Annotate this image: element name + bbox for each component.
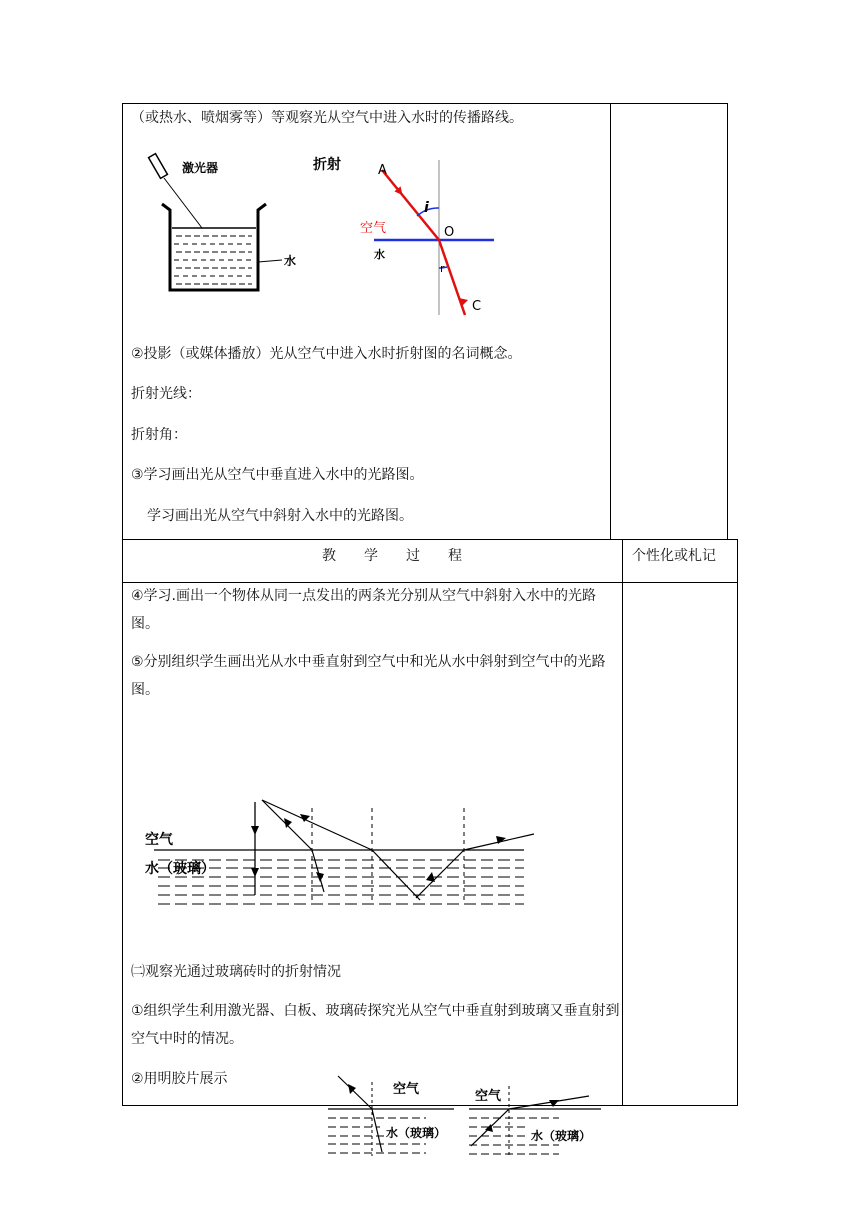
sub-2-1: ①组织学生利用激光器、白板、玻璃砖探究光从空气中垂直射到玻璃又垂直射到空气中时的情况。 [131, 1003, 620, 1047]
item-5: ⑤分别组织学生画出光从水中垂直射到空气中和光从水中斜射到空气中的光路图。 [131, 654, 606, 698]
water-label: 水 [284, 254, 297, 268]
label-c: C [472, 299, 482, 314]
label-air: 空气 [360, 221, 387, 236]
intro-line: （或热水、喷烟雾等）等观察光从空气中进入水时的传播路线。 [131, 110, 523, 126]
label-a: A [378, 163, 387, 178]
item-2: ②投影（或媒体播放）光从空气中进入水时折射图的名词概念。 [131, 346, 522, 362]
sub-2-2: ②用明胶片展示 [131, 1071, 228, 1087]
water-label: 水（玻璃） [145, 861, 215, 877]
air-water-rays-figure [140, 790, 540, 915]
notes-header: 个性化或札记 [632, 548, 716, 564]
svg-text:水（玻璃）: 水（玻璃） [386, 1126, 447, 1140]
svg-text:空气: 空气 [393, 1082, 420, 1097]
label-o: O [444, 225, 455, 240]
label-water: 水 [374, 248, 385, 261]
process-header: 教 学 过 程 [322, 548, 462, 564]
item-3: ③学习画出光从空气中垂直进入水中的光路图。 [131, 467, 424, 483]
item-3b: 学习画出光从空气中斜射入水中的光路图。 [147, 508, 413, 524]
label-i: i [424, 200, 429, 216]
sub-2: ㈡观察光通过玻璃砖时的折射情况 [131, 964, 341, 980]
refracted-ray-label: 折射光线： [131, 386, 201, 402]
air-label: 空气 [145, 832, 173, 848]
refraction-angle-label: 折射角： [131, 427, 187, 443]
item-4: ④学习.画出一个物体从同一点发出的两条光分别从空气中斜射入水中的光路图。 [131, 588, 596, 632]
beaker-icon [162, 204, 282, 290]
laser-beaker-figure [140, 148, 315, 298]
refraction-title: 折射 [313, 157, 341, 173]
refraction-figure [310, 150, 500, 325]
glass-fig-a [320, 1072, 460, 1162]
label-r: r [440, 262, 445, 275]
svg-text:水（玻璃）: 水（玻璃） [531, 1129, 592, 1143]
laser-label: 激光器 [182, 161, 219, 175]
glass-fig-b [465, 1082, 605, 1162]
svg-text:空气: 空气 [475, 1089, 502, 1104]
